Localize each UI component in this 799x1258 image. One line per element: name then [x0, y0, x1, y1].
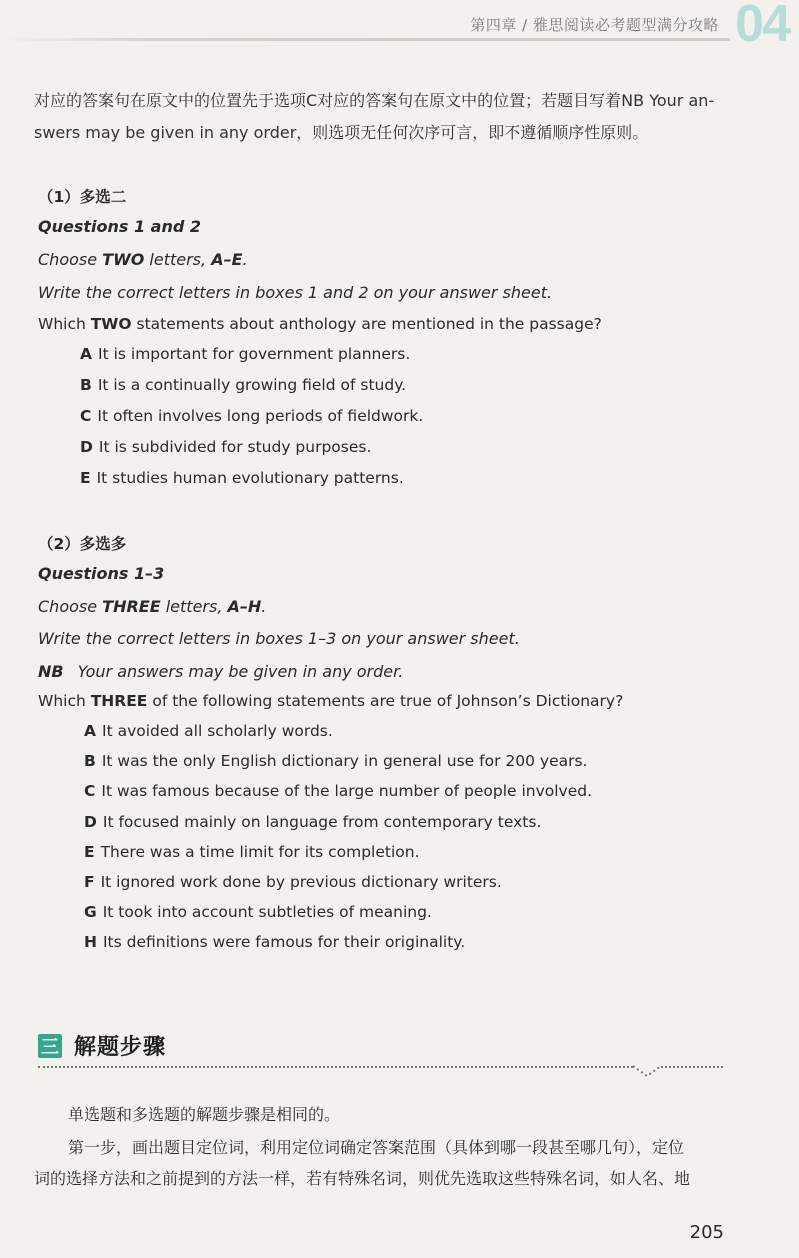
- section1-option-a: A It is important for government planners.: [80, 345, 411, 363]
- steps-heading: [38, 1030, 166, 1061]
- steps-title: 解题步骤: [74, 1035, 167, 1060]
- chapter-number: 04: [735, 0, 789, 53]
- section2-option-f: F It ignored work done by previous dictionary writers.: [84, 873, 502, 891]
- section2-title: （2）多选多: [38, 535, 127, 553]
- section2-option-h: H Its definitions were famous for their originality.: [84, 933, 466, 951]
- section1-which: Which TWO statements about anthology are mentioned in the passage?: [38, 315, 602, 333]
- section2-option-e: E There was a time limit for its completion.: [84, 843, 420, 861]
- section1-question-title: Questions 1 and 2: [38, 217, 202, 236]
- steps-paragraph-2-line-1: 第一步，画出题目定位词，利用定位词确定答案范围（具体到哪一段甚至哪几句），定位: [68, 1138, 685, 1157]
- divider-notch-icon: [633, 1060, 661, 1078]
- section2-option-g: G It took into account subtleties of meaning.: [84, 903, 432, 921]
- section1-option-d: D It is subdivided for study purposes.: [80, 438, 372, 456]
- steps-paragraph-1: 单选题和多选题的解题步骤是相同的。: [68, 1105, 341, 1124]
- intro-line-2: swers may be given in any order，则选项无任何次序可言，即不遵循顺序性原则。: [34, 123, 649, 142]
- section2-option-c: C It was famous because of the large number of people involved.: [84, 782, 593, 800]
- section2-which: Which THREE of the following statements are true of Johnson’s Dictionary?: [38, 692, 624, 710]
- section2-nb: NB Your answers may be given in any order.: [38, 662, 404, 681]
- section2-option-d: D It focused mainly on language from contemporary texts.: [84, 813, 542, 831]
- section1-option-b: B It is a continually growing field of study.: [80, 376, 407, 394]
- section-number-icon: 三: [38, 1034, 62, 1058]
- running-title: 第四章 / 雅思阅读必考题型满分攻略: [470, 16, 719, 34]
- section1-title: （1）多选二: [38, 188, 127, 206]
- section2-question-title: Questions 1–3: [38, 564, 165, 583]
- dotted-divider-left: [38, 1066, 633, 1068]
- section1-option-c: C It often involves long periods of fieldwork.: [80, 407, 424, 425]
- section1-choose: Choose TWO letters, A–E.: [38, 250, 248, 269]
- header-rule: [0, 38, 730, 41]
- section2-choose: Choose THREE letters, A–H.: [38, 597, 267, 616]
- section2-write: Write the correct letters in boxes 1–3 on your answer sheet.: [38, 629, 520, 648]
- section2-option-a: A It avoided all scholarly words.: [84, 722, 333, 740]
- section1-write: Write the correct letters in boxes 1 and 2 on your answer sheet.: [38, 283, 553, 302]
- section1-option-e: E It studies human evolutionary patterns.: [80, 469, 404, 487]
- page-number: 205: [689, 1222, 724, 1243]
- section2-option-b: B It was the only English dictionary in general use for 200 years.: [84, 752, 588, 770]
- dotted-divider-right: [661, 1066, 723, 1068]
- intro-line-1: 对应的答案句在原文中的位置先于选项C对应的答案句在原文中的位置；若题目写着NB Your an-: [34, 91, 715, 110]
- steps-paragraph-2-line-2: 词的选择方法和之前提到的方法一样，若有特殊名词，则优先选取这些特殊名词，如人名、地: [34, 1169, 691, 1188]
